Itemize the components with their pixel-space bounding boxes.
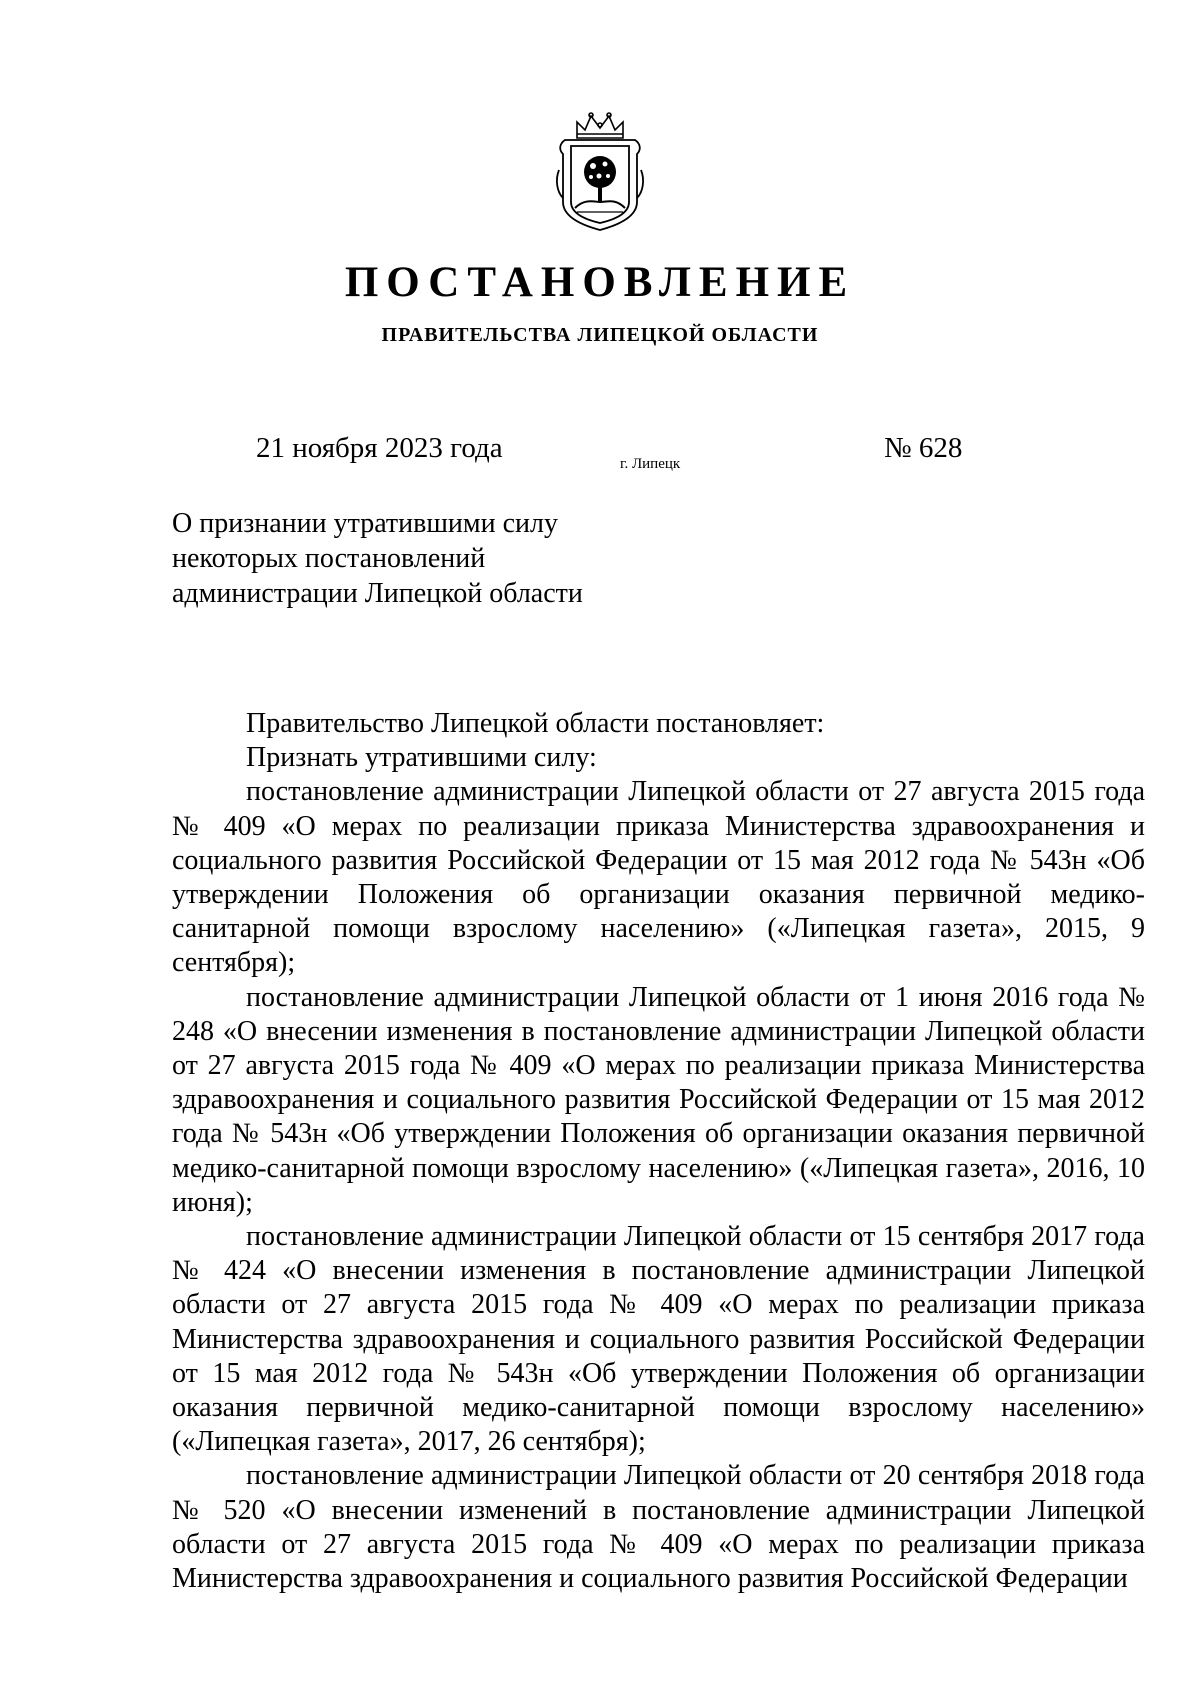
body-paragraph: постановление администрации Липецкой области от 15 сентября 2017 года № 424 «О внесении изменения в постановление администрации Липецкой области от 27 августа 2015 года № 409 «О мерах по реализации приказа Министерства здравоохранения и социального развития Российской Федерации от 15 мая 2012 года № 543н «Об утверждении Положения об организации оказания первичной медико-санитарной помощи взрослому населению» («Липецкая газета», 2017, 26 сентября);	[172, 1221, 1145, 1458]
lipetsk-coat-of-arms-icon	[555, 110, 645, 234]
body-paragraph: Признать утратившими силу:	[246, 742, 597, 774]
body-paragraph: постановление администрации Липецкой области от 1 июня 2016 года № 248 «О внесении изменения в постановление администрации Липецкой области от 27 августа 2015 года № 409 «О мерах по реализации приказа Министерства здравоохранения и социального развития Российской Федерации от 15 мая 2012 года № 543н «Об утверждении Положения об организации оказания первичной медико-санитарной помощи взрослому населению» («Липецкая газета», 2016, 10 июня);	[172, 981, 1145, 1218]
document-subject	[172, 506, 583, 611]
document-title: ПОСТАНОВЛЕНИЕ	[344, 259, 856, 306]
subject-line: О признании утратившими силу	[172, 508, 558, 539]
subject-line: некоторых постановлений	[172, 543, 486, 574]
document-number: № 628	[884, 432, 963, 464]
issuing-authority: ПРАВИТЕЛЬСТВА ЛИПЕЦКОЙ ОБЛАСТИ	[381, 324, 819, 346]
subject-line: администрации Липецкой области	[172, 578, 583, 609]
body-paragraph: постановление администрации Липецкой области от 20 сентября 2018 года № 520 «О внесении изменений в постановление администрации Липецкой области от 27 августа 2015 года № 409 «О мерах по реализации приказа Министерства здравоохранения и социального развития Российской Федерации	[172, 1460, 1145, 1595]
document-body	[172, 707, 1145, 1596]
document-date: 21 ноября 2023 года	[256, 432, 503, 464]
body-paragraph: Правительство Липецкой области постановляет:	[246, 708, 825, 739]
body-paragraph: постановление администрации Липецкой области от 27 августа 2015 года № 409 «О мерах по реализации приказа Министерства здравоохранения и социального развития Российской Федерации от 15 мая 2012 года № 543н «Об утверждении Положения об организации оказания первичной медико-санитарной помощи взрослому населению» («Липецкая газета», 2015, 9 сентября);	[172, 776, 1145, 979]
document-city: г. Липецк	[620, 456, 681, 472]
